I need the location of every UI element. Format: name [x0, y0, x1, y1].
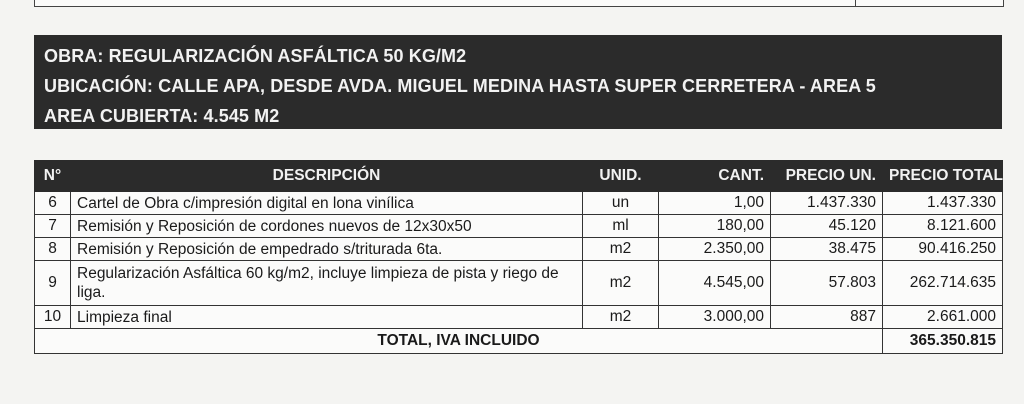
column-header-unit: UNID.	[583, 161, 659, 192]
column-header-unit-price: PRECIO UN.	[771, 161, 883, 192]
row-unit-price: 57.803	[771, 261, 883, 306]
row-quantity: 3.000,00	[659, 306, 771, 329]
row-total-price: 1.437.330	[883, 192, 1003, 215]
row-number: 9	[35, 261, 71, 306]
row-unit-price: 1.437.330	[771, 192, 883, 215]
table-row	[35, 261, 1003, 306]
previous-table-bottom-edge	[34, 0, 1004, 7]
row-description: Cartel de Obra c/impresión digital en lona vinílica	[71, 192, 583, 215]
total-label: TOTAL, IVA INCLUIDO	[35, 329, 883, 354]
column-header-description: DESCRIPCIÓN	[71, 161, 583, 192]
row-unit: un	[583, 192, 659, 215]
row-number: 7	[35, 215, 71, 238]
row-unit-price: 887	[771, 306, 883, 329]
row-description: Limpieza final	[71, 306, 583, 329]
row-total-price: 262.714.635	[883, 261, 1003, 306]
row-quantity: 2.350,00	[659, 238, 771, 261]
total-row	[35, 329, 1003, 354]
project-area: AREA CUBIERTA: 4.545 M2	[44, 106, 280, 126]
table-row	[35, 215, 1003, 238]
budget-table	[34, 160, 1003, 354]
row-total-price: 8.121.600	[883, 215, 1003, 238]
project-location: UBICACIÓN: CALLE APA, DESDE AVDA. MIGUEL MEDINA HASTA SUPER CERRETERA - AREA 5	[44, 76, 876, 96]
table-row	[35, 238, 1003, 261]
column-header-number: N°	[35, 161, 71, 192]
row-total-price: 2.661.000	[883, 306, 1003, 329]
row-unit: m2	[583, 238, 659, 261]
row-quantity: 180,00	[659, 215, 771, 238]
row-unit-price: 38.475	[771, 238, 883, 261]
row-description: Remisión y Reposición de cordones nuevos de 12x30x50	[71, 215, 583, 238]
row-number: 8	[35, 238, 71, 261]
project-header	[34, 35, 1002, 129]
previous-table-divider	[855, 0, 856, 6]
row-description: Regularización Asfáltica 60 kg/m2, incluye limpieza de pista y riego de liga.	[71, 261, 583, 306]
row-total-price: 90.416.250	[883, 238, 1003, 261]
table-row	[35, 192, 1003, 215]
column-header-total-price: PRECIO TOTAL	[883, 161, 1003, 192]
row-description: Remisión y Reposición de empedrado s/triturada 6ta.	[71, 238, 583, 261]
project-name: OBRA: REGULARIZACIÓN ASFÁLTICA 50 KG/M2	[44, 46, 467, 66]
row-unit: ml	[583, 215, 659, 238]
total-value: 365.350.815	[883, 329, 1003, 354]
row-number: 10	[35, 306, 71, 329]
row-number: 6	[35, 192, 71, 215]
row-unit: m2	[583, 261, 659, 306]
row-unit: m2	[583, 306, 659, 329]
row-unit-price: 45.120	[771, 215, 883, 238]
table-row	[35, 306, 1003, 329]
column-header-quantity: CANT.	[659, 161, 771, 192]
row-quantity: 4.545,00	[659, 261, 771, 306]
table-header-row	[35, 161, 1003, 192]
row-quantity: 1,00	[659, 192, 771, 215]
